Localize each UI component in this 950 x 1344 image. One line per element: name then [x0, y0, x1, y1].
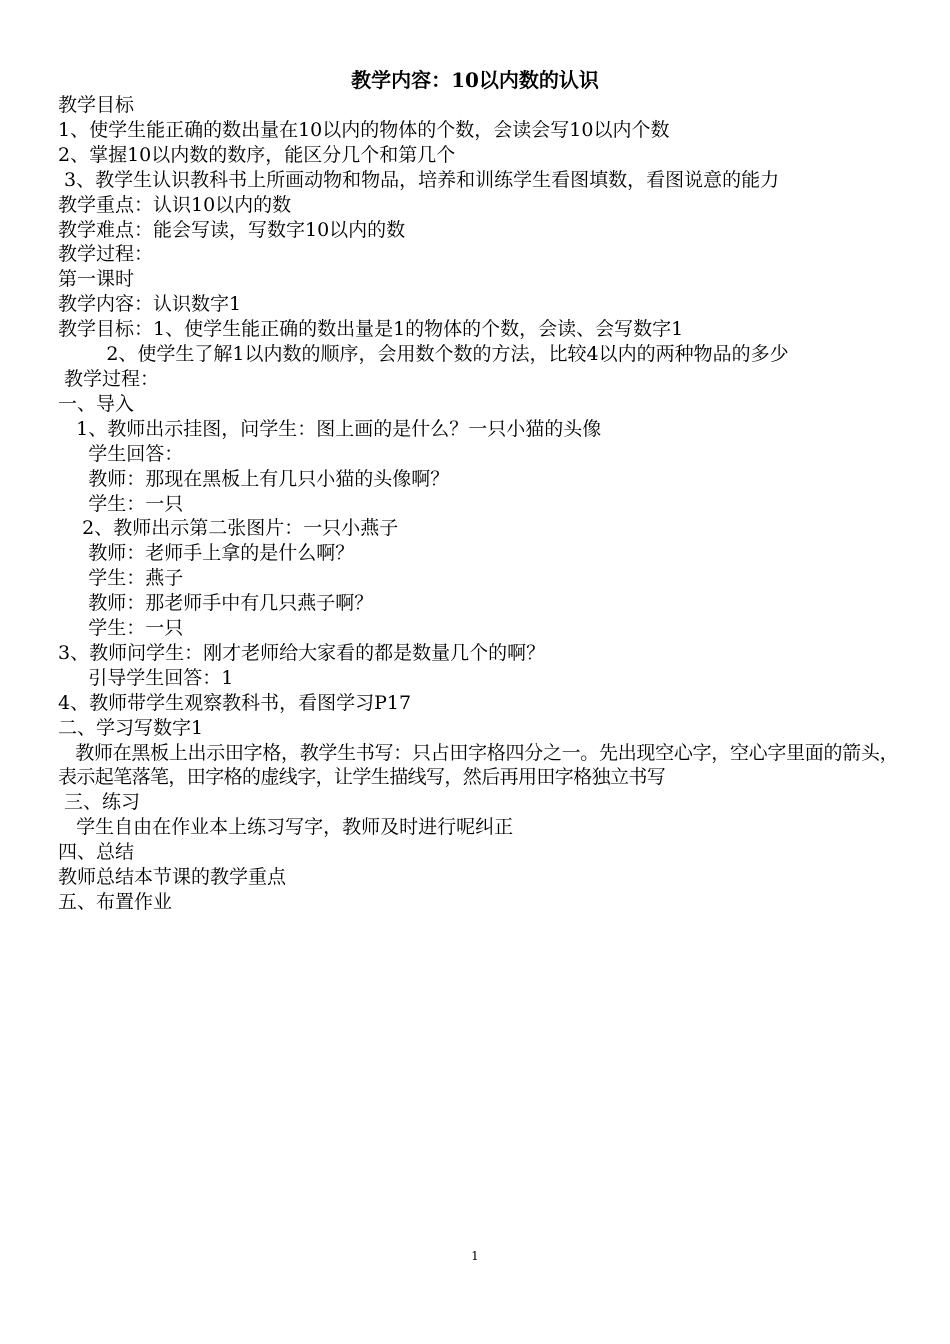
page-number: 1: [471, 1249, 479, 1263]
document-body: [58, 93, 898, 915]
lesson-content: 教学内容：认识数字1: [58, 293, 242, 316]
section-heading-process: 教学过程：: [58, 243, 154, 266]
section-heading-writing: 二、学习写数字1: [58, 716, 204, 739]
lesson-objective-2: 2、使学生了解1以内数的顺序，会用数个数的方法，比较4以内的两种物品的多少: [58, 343, 789, 366]
lesson-heading: 第一课时: [58, 268, 135, 291]
lesson-process-heading: 教学过程：: [58, 367, 160, 390]
section-heading-objectives: 教学目标: [58, 94, 135, 116]
intro-step-2: 2、教师出示第二张图片：一只小燕子: [58, 517, 399, 540]
student-answer-line: 学生回答：: [58, 442, 184, 465]
teaching-difficulty: 教学难点：能会写读，写数字10以内的数: [58, 218, 406, 241]
lesson-objective-1: 教学目标：1、使学生能正确的数出量是1的物体的个数，会读、会写数字1: [58, 318, 684, 341]
intro-step-3: 3、教师问学生：刚才老师给大家看的都是数量几个的啊？: [58, 641, 546, 664]
teacher-question-line: 教师：那现在黑板上有几只小猫的头像啊？: [58, 467, 450, 490]
summary-text: 教师总结本节课的教学重点: [58, 866, 287, 889]
section-heading-introduction: 一、导入: [58, 392, 135, 415]
intro-step-1: 1、教师出示挂图，问学生：图上画的是什么？一只小猫的头像: [58, 417, 602, 440]
guided-answer-line: 引导学生回答：1: [58, 666, 234, 689]
teacher-question-line: 教师：老师手上拿的是什么啊？: [58, 542, 355, 565]
section-heading-homework: 五、布置作业: [58, 891, 173, 913]
objective-item-1: 1、使学生能正确的数出量在10以内的物体的个数，会读会写10以内个数: [58, 118, 670, 141]
document-title: 教学内容：10以内数的认识: [351, 68, 599, 92]
student-answer-line: 学生：燕子: [58, 567, 184, 590]
teacher-question-line: 教师：那老师手中有几只燕子啊？: [58, 592, 374, 615]
practice-instructions: 学生自由在作业本上练习写字，教师及时进行呢纠正: [58, 816, 514, 839]
section-heading-practice: 三、练习: [58, 791, 141, 814]
teaching-focus: 教学重点：认识10以内的数: [58, 193, 292, 216]
intro-step-4: 4、教师带学生观察教科书，看图学习P17: [58, 691, 412, 714]
objective-item-3: 3、教学生认识教科书上所画动物和物品，培养和训练学生看图填数，看图说意的能力: [58, 168, 780, 191]
section-heading-summary: 四、总结: [58, 841, 135, 864]
student-answer-line: 学生：一只: [58, 617, 184, 640]
student-answer-line: 学生：一只: [58, 492, 184, 515]
writing-instructions: 教师在黑板上出示田字格，教学生书写：只占田字格四分之一。先出现空心字，空心字里面的箭头，表示起笔落笔，田字格的虚线字，让学生描线写，然后再用田字格独立书写: [58, 741, 898, 789]
objective-item-2: 2、掌握10以内数的数序，能区分几个和第几个: [58, 143, 456, 166]
